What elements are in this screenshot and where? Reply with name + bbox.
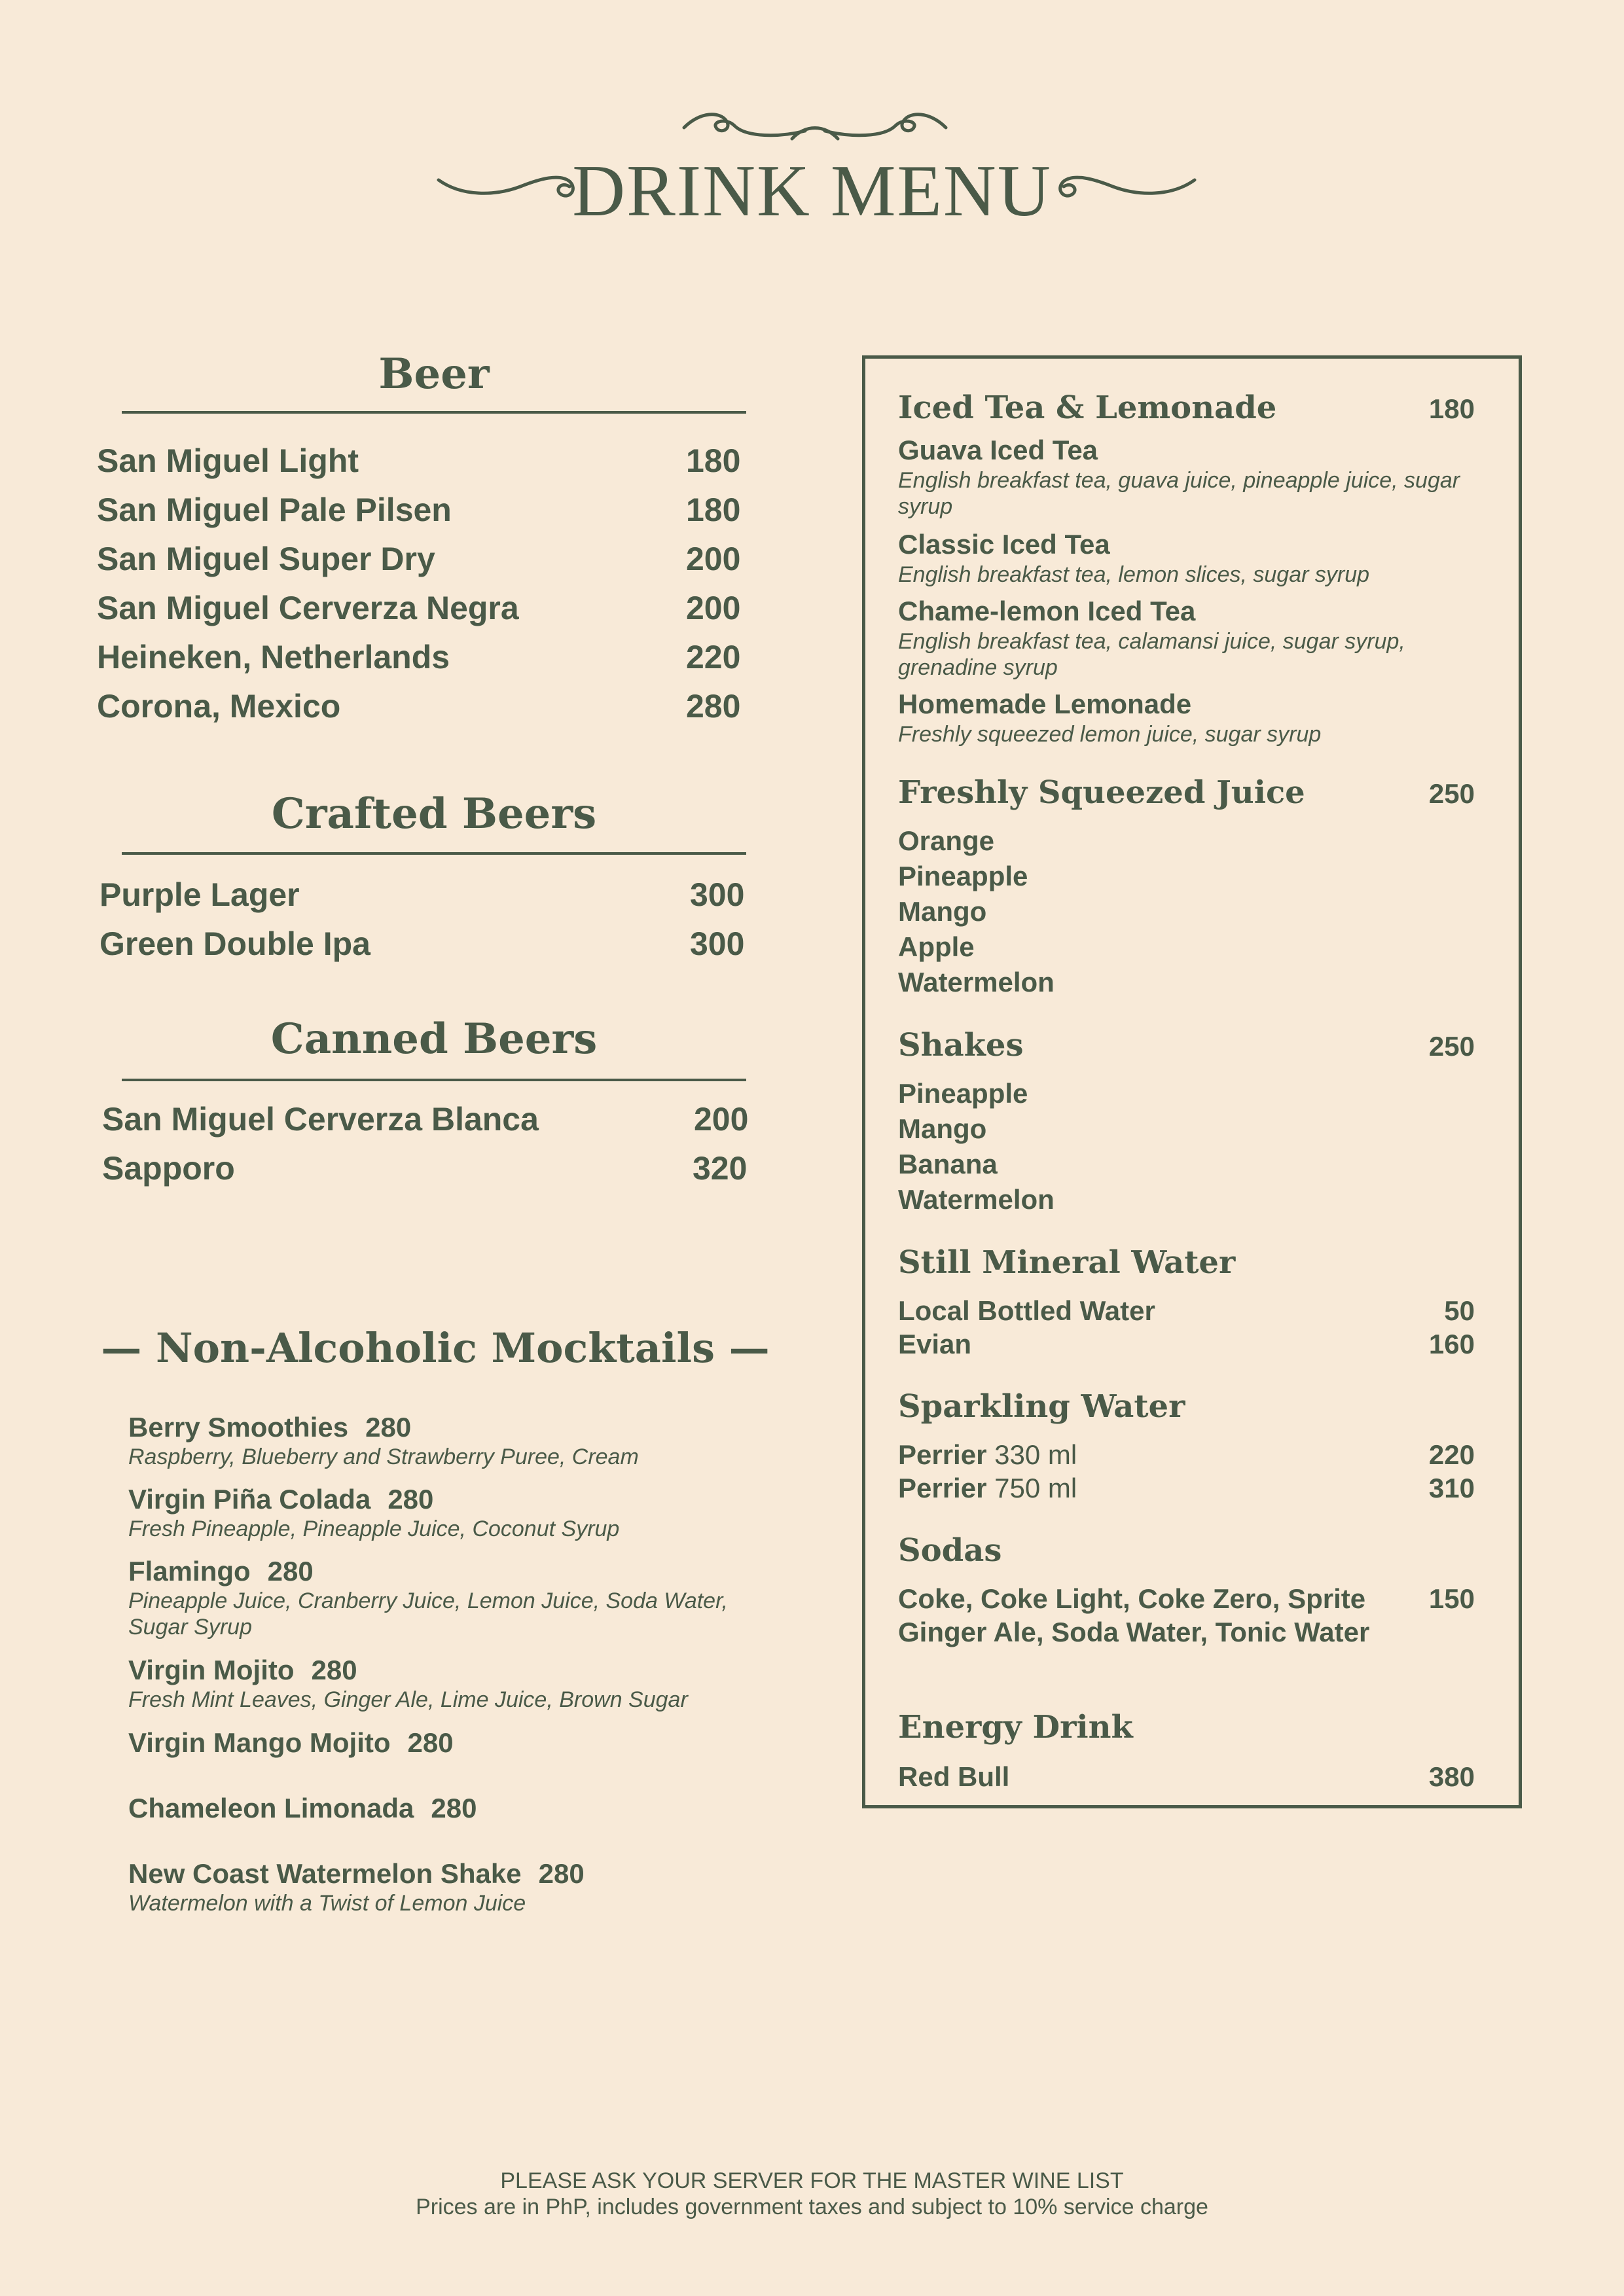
item-price: 160 [1428, 1329, 1475, 1359]
menu-item [898, 433, 1481, 520]
item-price: 320 [693, 1150, 748, 1187]
menu-item [898, 1439, 1077, 1471]
item-name: Guava Iced Tea [898, 435, 1098, 465]
mocktail-price: 280 [407, 1727, 454, 1758]
sodas-heading: Sodas [898, 1532, 1002, 1569]
menu-item [97, 539, 745, 579]
crafted-heading: Crafted Beers [271, 789, 597, 838]
item-name: San Miguel Super Dry [97, 541, 435, 577]
menu-item [102, 1149, 750, 1188]
menu-item [97, 637, 745, 677]
header-flourish-right [1028, 160, 1198, 213]
item-desc: Freshly squeezed lemon juice, sugar syrup [898, 722, 1322, 747]
item-price: 50 [1444, 1295, 1475, 1326]
item-price: 310 [1428, 1473, 1475, 1503]
mocktail-price: 280 [431, 1793, 477, 1823]
list-item: Pineapple [898, 861, 1028, 891]
item-name: Sapporo [102, 1150, 235, 1187]
footer-wine-note: PLEASE ASK YOUR SERVER FOR THE MASTER WINE LIST [500, 2168, 1124, 2193]
mocktail-price: 280 [267, 1556, 314, 1587]
item-price: 200 [686, 590, 741, 626]
mocktail-name: Chameleon Limonada [128, 1793, 414, 1823]
menu-item [97, 588, 745, 628]
item-name: Purple Lager [99, 876, 300, 913]
item-size: 330 ml [994, 1439, 1077, 1470]
item-price: 300 [690, 925, 745, 962]
juice-list [898, 823, 1481, 1000]
menu-item [898, 1295, 1155, 1327]
still-water-heading: Still Mineral Water [898, 1244, 1236, 1281]
energy-heading: Energy Drink [898, 1709, 1133, 1746]
menu-item [97, 441, 745, 480]
item-price: 200 [694, 1101, 749, 1138]
beer-rule [122, 411, 746, 414]
item-name: Corona, Mexico [97, 688, 341, 725]
item-name: San Miguel Pale Pilsen [97, 492, 452, 528]
menu-item [99, 924, 748, 963]
mocktail-price: 280 [365, 1412, 412, 1443]
mocktails-heading: — Non-Alcoholic Mocktails — [101, 1324, 770, 1372]
item-price: 180 [686, 442, 741, 479]
item-name: San Miguel Cerverza Blanca [102, 1101, 539, 1138]
mocktail-name: Berry Smoothies [128, 1412, 349, 1443]
shakes-list [898, 1076, 1481, 1217]
menu-item [97, 490, 745, 529]
item-price: 380 [1428, 1761, 1475, 1792]
mocktail-name: Virgin Mango Mojito [128, 1727, 391, 1758]
item-name: Local Bottled Water [898, 1295, 1155, 1326]
mocktail-desc: Pineapple Juice, Cranberry Juice, Lemon Juice, Soda Water, Sugar Syrup [128, 1588, 728, 1640]
sodas-price: 150 [1428, 1583, 1475, 1614]
mocktail-price: 280 [538, 1858, 585, 1889]
item-price: 180 [686, 492, 741, 528]
item-name: Perrier [898, 1439, 987, 1470]
juice-heading: Freshly Squeezed Juice [898, 774, 1305, 811]
mocktail-item [128, 1411, 744, 1470]
item-name: San Miguel Cerverza Negra [97, 590, 519, 626]
menu-item [898, 1328, 971, 1361]
item-name: San Miguel Light [97, 442, 359, 479]
footer-price-note: Prices are in PhP, includes government taxes and subject to 10% service charge [416, 2195, 1208, 2219]
mocktail-item [128, 1483, 744, 1542]
header-flourish-top [674, 98, 956, 151]
canned-rule [122, 1079, 746, 1081]
list-item: Orange [898, 825, 995, 856]
list-item: Watermelon [898, 1184, 1055, 1215]
item-name: Evian [898, 1329, 972, 1359]
menu-item [102, 1100, 750, 1139]
iced-tea-price: 180 [1428, 393, 1475, 424]
list-item: Mango [898, 1113, 987, 1144]
mocktail-item [128, 1857, 744, 1916]
item-price: 280 [686, 688, 741, 725]
sparkling-heading: Sparkling Water [898, 1388, 1185, 1425]
item-price: 300 [690, 876, 745, 913]
mocktail-item [128, 1792, 744, 1825]
mocktail-item [128, 1654, 744, 1713]
item-desc: English breakfast tea, calamansi juice, sugar syrup, grenadine syrup [898, 629, 1405, 680]
menu-item [97, 687, 745, 726]
item-size: 750 ml [994, 1473, 1077, 1503]
canned-heading: Canned Beers [270, 1014, 598, 1064]
mocktail-price: 280 [311, 1655, 357, 1685]
item-name: Ginger Ale, Soda Water, Tonic Water [898, 1617, 1370, 1647]
mocktail-item [128, 1555, 731, 1640]
list-item: Apple [898, 931, 975, 962]
item-desc: English breakfast tea, lemon slices, sugar syrup [898, 562, 1370, 587]
iced-tea-heading: Iced Tea & Lemonade [898, 389, 1277, 426]
crafted-rule [122, 852, 746, 855]
juice-price: 250 [1428, 778, 1475, 809]
item-name: Red Bull [898, 1761, 1010, 1792]
list-item: Mango [898, 896, 987, 927]
menu-item [898, 1761, 1009, 1793]
list-item: Banana [898, 1149, 998, 1179]
mocktail-desc: Fresh Pineapple, Pineapple Juice, Coconut Syrup [128, 1516, 620, 1541]
menu-item [898, 594, 1481, 681]
menu-item [898, 1472, 1077, 1505]
item-name: Perrier [898, 1473, 987, 1503]
mocktail-name: Flamingo [128, 1556, 251, 1587]
shakes-price: 250 [1428, 1031, 1475, 1062]
item-price: 220 [1428, 1439, 1475, 1470]
item-price: 200 [686, 541, 741, 577]
item-name: Chame-lemon Iced Tea [898, 596, 1196, 626]
sodas-line-1 [898, 1583, 1365, 1615]
item-price: 220 [686, 639, 741, 675]
menu-item [898, 528, 1481, 588]
item-name: Coke, Coke Light, Coke Zero, Sprite [898, 1583, 1366, 1614]
mocktail-item [128, 1727, 744, 1759]
item-name: Classic Iced Tea [898, 529, 1110, 560]
list-item: Watermelon [898, 967, 1055, 997]
shakes-heading: Shakes [898, 1027, 1024, 1064]
beer-heading: Beer [378, 350, 490, 399]
mocktail-price: 280 [388, 1484, 434, 1515]
item-name: Homemade Lemonade [898, 689, 1192, 719]
mocktail-desc: Fresh Mint Leaves, Ginger Ale, Lime Juice, Brown Sugar [128, 1687, 688, 1712]
mocktail-name: Virgin Piña Colada [128, 1484, 371, 1515]
mocktail-desc: Watermelon with a Twist of Lemon Juice [128, 1891, 526, 1916]
list-item: Pineapple [898, 1078, 1028, 1109]
item-desc: English breakfast tea, guava juice, pineapple juice, sugar syrup [898, 468, 1460, 519]
mocktail-name: New Coast Watermelon Shake [128, 1858, 522, 1889]
item-name: Green Double Ipa [99, 925, 370, 962]
mocktail-desc: Raspberry, Blueberry and Strawberry Puree, Cream [128, 1444, 639, 1469]
item-name: Heineken, Netherlands [97, 639, 450, 675]
page-title: DRINK MENU [572, 151, 1052, 232]
sodas-line-2 [898, 1616, 1369, 1649]
menu-item [99, 875, 748, 914]
menu-item [898, 687, 1481, 747]
mocktail-name: Virgin Mojito [128, 1655, 295, 1685]
